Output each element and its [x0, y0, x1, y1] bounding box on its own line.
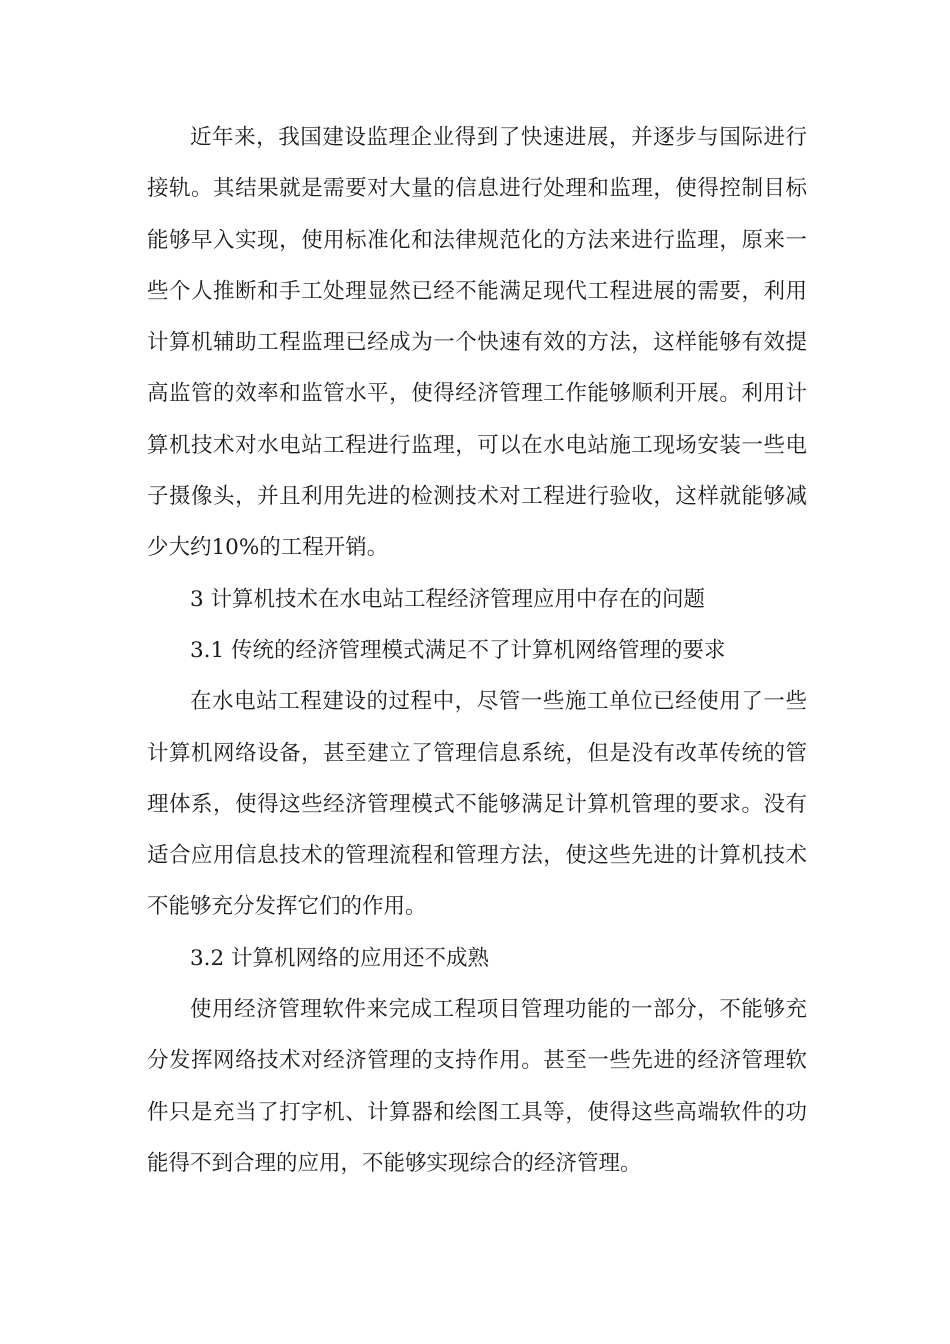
section-heading-3: 3 计算机技术在水电站工程经济管理应用中存在的问题: [190, 586, 706, 612]
paragraph-traditional-management: 在水电站工程建设的过程中，尽管一些施工单位已经使用了一些计算机网络设备，甚至建立了管理信息系统，但是没有改革传统的管理体系，使得这些经济管理模式不能够满足计算机管理的要求。没有适合应用信息技术的管理流程和管理方法，使这些先进的计算机技术不能够充分发挥它们的作用。: [147, 689, 807, 920]
subsection-heading-3-2: 3.2 计算机网络的应用还不成熟: [190, 945, 490, 971]
subsection-heading-3-1: 3.1 传统的经济管理模式满足不了计算机网络管理的要求: [190, 637, 726, 663]
paragraph-supervision: 近年来，我国建设监理企业得到了快速进展，并逐步与国际进行接轨。其结果就是需要对大量的信息进行处理和监理，使得控制目标能够早入实现，使用标准化和法律规范化的方法来进行监理，原来一些个人推断和手工处理显然已经不能满足现代工程进展的需要，利用计算机辅助工程监理已经成为一个快速有效的方法，这样能够有效提高监管的效率和监管水平，使得经济管理工作能够顺利开展。利用计算机技术对水电站工程进行监理，可以在水电站施工现场安装一些电子摄像头，并且利用先进的检测技术对工程进行验收，这样就能够减少大约10%的工程开销。: [147, 125, 807, 561]
document-body: [147, 112, 807, 1189]
paragraph-network-application: 使用经济管理软件来完成工程项目管理功能的一部分，不能够充分发挥网络技术对经济管理的支持作用。甚至一些先进的经济管理软件只是充当了打字机、计算器和绘图工具等，使得这些高端软件的功能得不到合理的应用，不能够实现综合的经济管理。: [147, 997, 807, 1176]
